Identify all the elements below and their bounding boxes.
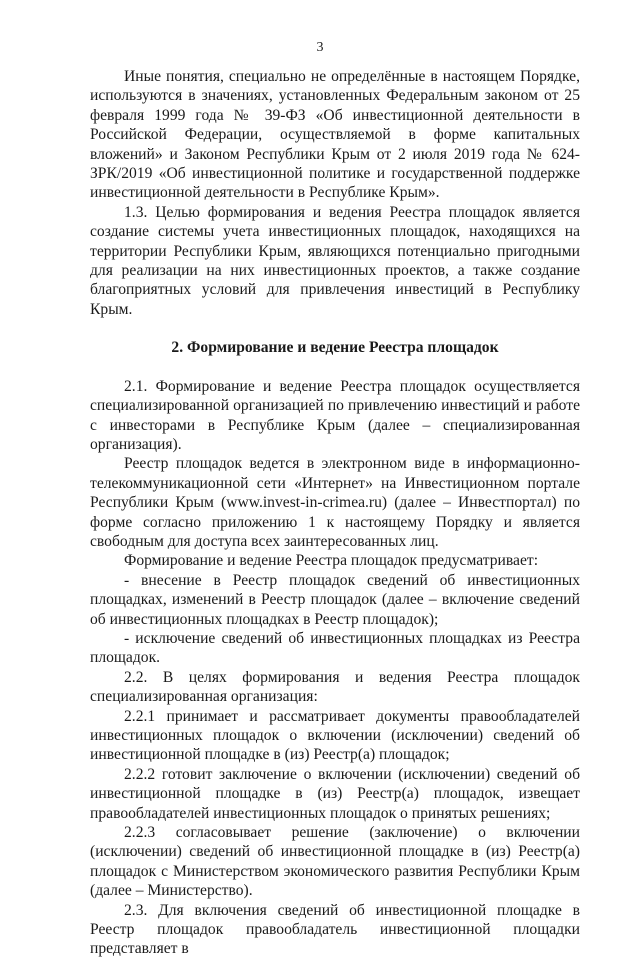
paragraph-2-3: 2.3. Для включения сведений об инвестиционной площадке в Реестр площадок правообладатель инвестиционной площадки представляет в: [90, 901, 580, 958]
paragraph-2-2-1: 2.2.1 принимает и рассматривает документы правообладателей инвестиционных площадок о включении (исключении) сведений об инвестиционной площадке в (из) Реестр(а) площадок;: [90, 707, 580, 764]
paragraph-2-2-2: 2.2.2 готовит заключение о включении (исключении) сведений об инвестиционной площадке в (из) Реестр(а) площадок, извещает правообладателей инвестиционных площадок о принятых решениях;: [90, 765, 580, 822]
paragraph-1-3-goal: 1.3. Целью формирования и ведения Реестра площадок является создание системы учета инвестиционных площадок, находящихся на территории Республики Крым, являющихся потенциально пригодными для реализации на них инвестиционных проектов, а также создание благоприятных условий для привлечения инвестиций в Республику Крым.: [90, 203, 580, 318]
paragraph-2-2: 2.2. В целях формирования и ведения Реестра площадок специализированная организация:: [90, 668, 580, 706]
list-item-inclusion: - внесение в Реестр площадок сведений об инвестиционных площадках, изменений в Реестр площадок (далее – включение сведений об инвестиционных площадках в Реестр площадок);: [90, 571, 580, 628]
paragraph-registry-electronic: Реестр площадок ведется в электронном виде в информационно-телекоммуникационной сети «Интернет» на Инвестиционном портале Республики Крым (www.invest-in-crimea.ru) (далее – Инвестпортал) по форме согласно приложению 1 к настоящему Порядку и является свободным для доступа всех заинтересованных лиц.: [90, 455, 580, 550]
paragraph-2-1: 2.1. Формирование и ведение Реестра площадок осуществляется специализированной организацией по привлечению инвестиций и работе с инвесторами в Республике Крым (далее – специализированная организация).: [90, 377, 580, 453]
document-body: [90, 67, 580, 959]
paragraph-other-concepts: Иные понятия, специально не определённые в настоящем Порядке, используются в значениях, установленных Федеральным законом от 25 февраля 1999 года № 39-ФЗ «Об инвестиционной деятельности в Российской Федерации, осуществляемой в форме капитальных вложений» и Законом Республики Крым от 2 июля 2019 года № 624-ЗРК/2019 «Об инвестиционной политике и государственной поддержке инвестиционной деятельности в Республике Крым».: [90, 68, 580, 202]
page-number: 3: [316, 40, 324, 55]
paragraph-2-2-3: 2.2.3 согласовывает решение (заключение) о включении (исключении) сведений об инвестиционной площадке в (из) Реестр(а) площадок с Министерством экономического развития Республики Крым (далее – Министерство).: [90, 824, 580, 900]
paragraph-provides-for: Формирование и ведение Реестра площадок предусматривает:: [124, 552, 539, 570]
section-heading: 2. Формирование и ведение Реестра площадок: [171, 339, 499, 357]
list-item-exclusion: - исключение сведений об инвестиционных площадках из Реестра площадок.: [90, 629, 580, 667]
